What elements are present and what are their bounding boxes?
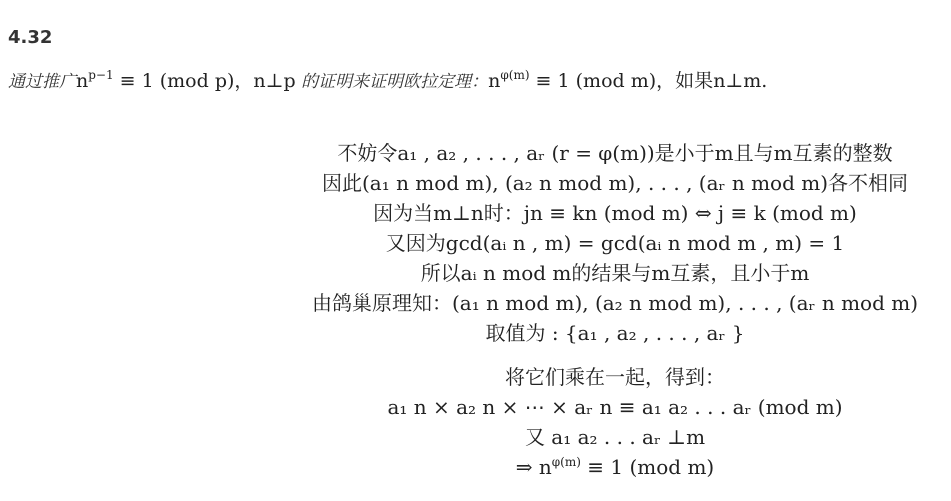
proof-block bbox=[290, 138, 940, 482]
euler-base: n bbox=[488, 70, 501, 92]
proof-line-1: 不妨令a₁ , a₂ , . . . , aᵣ (r = φ(m))是小于m且与m互素的整数 bbox=[337, 141, 893, 165]
fermat-exponent: p−1 bbox=[88, 68, 114, 82]
problem-number: 4.32 bbox=[8, 27, 53, 48]
proof-line-9: a₁ n × a₂ n × ⋯ × aᵣ n ≡ a₁ a₂ . . . aᵣ (mod m) bbox=[387, 395, 843, 419]
proof-line-5: 所以aᵢ n mod m的结果与m互素，且小于m bbox=[420, 261, 810, 285]
proof-spacer bbox=[290, 348, 940, 362]
proof-line-10: 又 a₁ a₂ . . . aᵣ ⊥m bbox=[524, 425, 706, 449]
condition-coprime: n⊥m. bbox=[713, 70, 768, 92]
statement-intro: 通过推广 bbox=[8, 72, 76, 92]
proof-line-3: 因为当m⊥n时：jn ≡ kn (mod m) ⇔ j ≡ k (mod m) bbox=[373, 201, 857, 225]
conclusion-base: ⇒ n bbox=[515, 455, 552, 479]
condition-prefix: 如果 bbox=[675, 70, 714, 92]
statement-middle: 的证明来证明欧拉定理： bbox=[295, 72, 489, 92]
proof-line-11 bbox=[290, 452, 940, 482]
statement-sep2: ， bbox=[656, 70, 676, 92]
fermat-base: n bbox=[76, 70, 89, 92]
proof-line-6: 由鸽巢原理知：(a₁ n mod m), (a₂ n mod m), . . . , (aᵣ n mod m) bbox=[311, 291, 919, 315]
proof-line-8: 将它们乘在一起，得到： bbox=[505, 365, 725, 389]
problem-statement bbox=[8, 66, 767, 93]
euler-exponent: φ(m) bbox=[500, 68, 530, 82]
proof-line-4: 又因为gcd(aᵢ n , m) = gcd(aᵢ n mod m , m) = 1 bbox=[385, 231, 845, 255]
proof-line-2: 因此(a₁ n mod m), (a₂ n mod m), . . . , (aᵣ n mod m)各不相同 bbox=[321, 171, 909, 195]
statement-sep1: ， bbox=[234, 70, 254, 92]
coprime-np: n⊥p bbox=[253, 70, 296, 92]
conclusion-exponent: φ(m) bbox=[551, 455, 581, 469]
proof-line-7: 取值为 : {a₁ , a₂ , . . . , aᵣ } bbox=[485, 321, 745, 345]
conclusion-congruence: ≡ 1 (mod m) bbox=[580, 455, 715, 479]
fermat-congruence: ≡ 1 (mod p) bbox=[113, 70, 235, 92]
euler-congruence: ≡ 1 (mod m) bbox=[529, 70, 657, 92]
